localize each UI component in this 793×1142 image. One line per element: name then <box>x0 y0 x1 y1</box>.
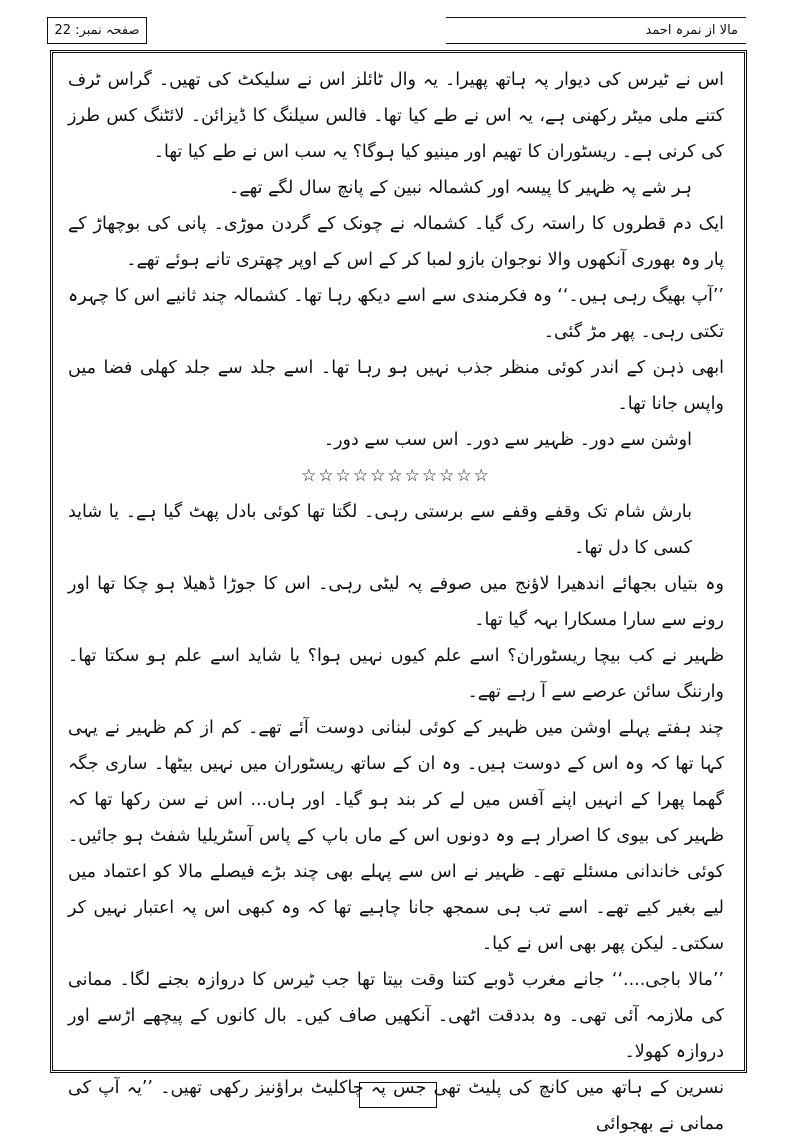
header-page-label: صفحہ نمبر: 22 <box>54 23 140 38</box>
paragraph: ’’آپ بھیگ رہی ہیں۔‘‘ وہ فکرمندی سے اسے دیکھ رہا تھا۔ کشمالہ چند ثانیے اس کا چہرہ تکتی رہی۔ پھر مڑ گئی۔ <box>68 286 724 342</box>
header-author: مالا از نمرہ احمد <box>645 23 738 38</box>
paragraph: اس نے ٹیرس کی دیوار پہ ہاتھ پھیرا۔ یہ وال ٹائلز اس نے سلیکٹ کی تھیں۔ گراس ٹرف کتنے ملی میٹر رکھنی ہے، یہ اس نے طے کیا تھا۔ فالس سیلنگ کا ڈیزائن۔ لائٹنگ کس طرز کی کرنی ہے۔ ریسٹوران کا تھیم اور مینیو کیا ہوگا؟ یہ سب اس نے طے کیا تھا۔ <box>68 70 724 162</box>
paragraph: بارش شام تک وقفے وقفے سے برستی رہی۔ لگتا تھا کوئی بادل پھٹ گیا ہے۔ یا شاید کسی کا دل تھا۔ <box>68 502 692 558</box>
paragraph: ظہیر نے کب بیچا ریسٹوران؟ اسے علم کیوں نہیں ہوا؟ یا شاید اسے علم ہو سکتا تھا۔ وارننگ سائن عرصے سے آ رہے تھے۔ <box>68 646 724 702</box>
paragraph: ابھی ذہن کے اندر کوئی منظر جذب نہیں ہو رہا تھا۔ اسے جلد سے جلد کھلی فضا میں واپس جانا تھا۔ <box>68 358 724 414</box>
paragraph: اوشن سے دور۔ ظہیر سے دور۔ اس سب سے دور۔ <box>323 430 692 450</box>
paragraph: ’’مالا باجی....‘‘ جانے مغرب ڈوبے کتنا وقت بیتا تھا جب ٹیرس کا دروازہ بجنے لگا۔ ممانی کی ملازمہ آئی تھی۔ وہ بددقت اٹھی۔ آنکھیں صاف کیں۔ بال کانوں کے پیچھے اڑسے اور دروازہ کھولا۔ <box>68 970 724 1062</box>
header-author-box <box>446 17 746 44</box>
section-separator: ☆☆☆☆☆☆☆☆☆☆☆ <box>301 466 491 486</box>
paragraph: ہر شے پہ ظہیر کا پیسہ اور کشمالہ نبین کے پانچ سال لگے تھے۔ <box>229 178 692 198</box>
paragraph: چند ہفتے پہلے اوشن میں ظہیر کے کوئی لبنانی دوست آئے تھے۔ کم از کم ظہیر نے یہی کہا تھا کہ وہ اس کے دوست ہیں۔ وہ ان کے ساتھ ریسٹوران میں نہیں بیٹھا۔ ساری جگہ گھما پھرا کے انہیں اپنے آفس میں لے کر بند ہو گیا۔ اور ہاں... اس نے سن رکھا تھا کہ ظہیر کی بیوی کا اصرار ہے وہ دونوں اس کے ماں باپ کے پاس آسٹریلیا شفٹ ہو جائیں۔ کوئی خاندانی مسئلے تھے۔ ظہیر نے اس سے پہلے بھی چند بڑے فیصلے مالا کو اعتماد میں لیے بغیر کیے تھے۔ اسے تب ہی سمجھ جانا چاہیے تھا کہ وہ کبھی اس پہ اعتبار نہیں کر سکتی۔ لیکن پھر بھی اس نے کیا۔ <box>68 718 724 954</box>
paragraph: نسرین کے ہاتھ میں کانچ کی پلیٹ تھی جس پہ چاکلیٹ براؤنیز رکھی تھیں۔ ’’یہ آپ کی ممانی نے بھجوائی <box>68 1078 724 1134</box>
paragraph: وہ بتیاں بجھائے اندھیرا لاؤنج میں صوفے پہ لیٹی رہی۔ اس کا جوڑا ڈھیلا ہو چکا تھا اور رونے سے سارا مسکارا بہہ گیا تھا۔ <box>68 574 724 630</box>
footer-page-box <box>359 1082 437 1108</box>
page-content <box>68 62 724 1142</box>
paragraph: ایک دم قطروں کا راستہ رک گیا۔ کشمالہ نے چونک کے گردن موڑی۔ پانی کی بوچھاڑ کے پار وہ بھوری آنکھوں والا نوجوان بازو لمبا کر کے اس کے اوپر چھتری تانے ہوئے تھے۔ <box>68 214 724 270</box>
header-page-box <box>47 17 147 44</box>
